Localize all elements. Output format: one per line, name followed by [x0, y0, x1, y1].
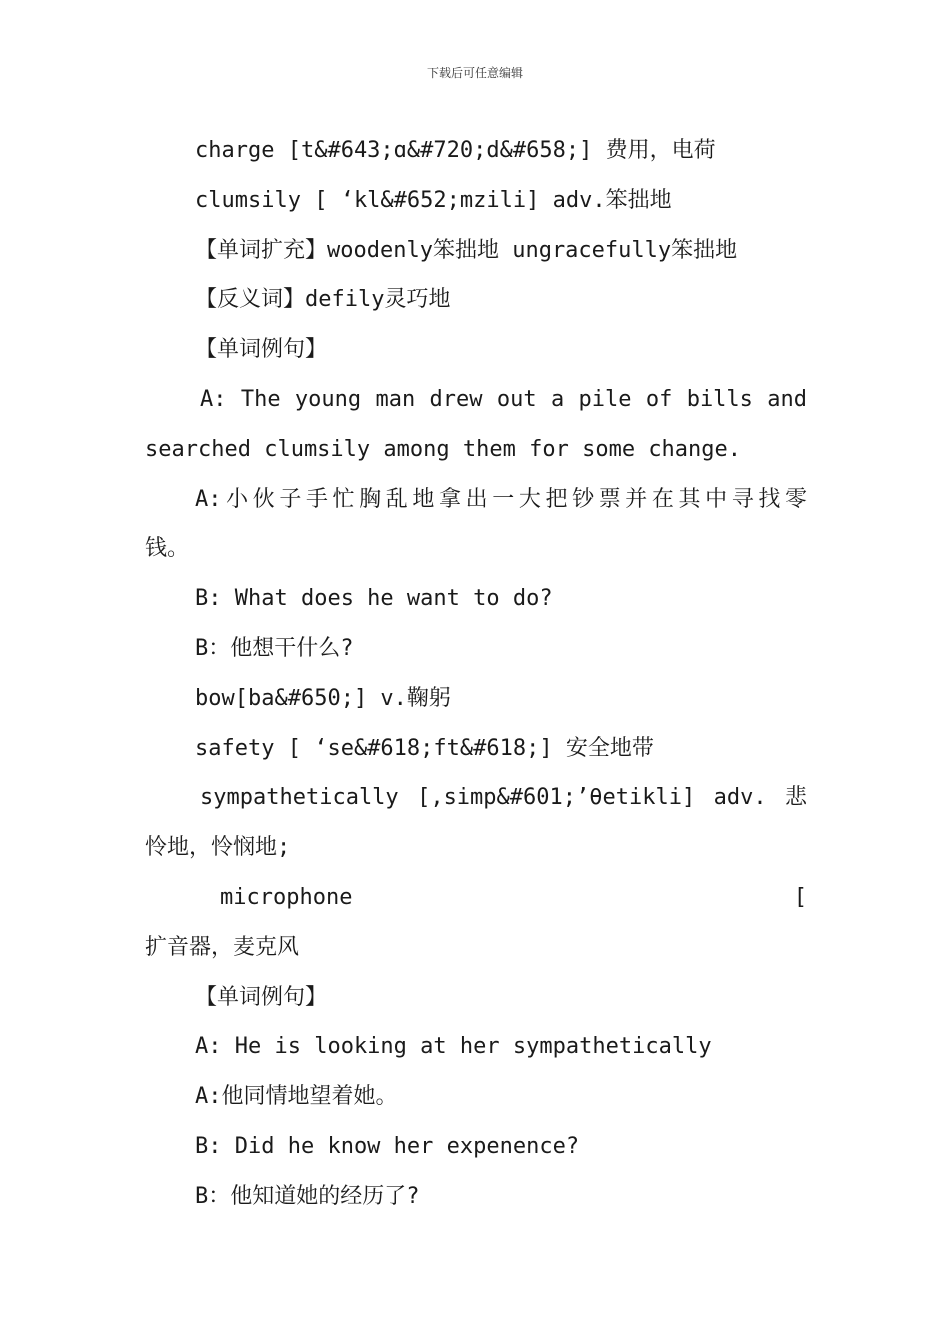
vocab-bow: bow[ba&#650;] v.鞠躬	[195, 685, 451, 711]
example2-b-en: B: Did he know her expenence?	[195, 1133, 580, 1159]
example2-a-zh: A:他同情地望着她。	[195, 1084, 398, 1110]
vocab-charge: charge [t&#643;ɑ&#720;d&#658;] 费用，电荷	[195, 138, 716, 163]
word-expansion: 【单词扩充】woodenly笨拙地 ungracefully笨拙地	[195, 237, 738, 263]
example-heading-2: 【单词例句】	[195, 984, 328, 1010]
example-b-zh: B：他想干什么?	[195, 635, 354, 661]
vocab-sympathetically: sympathetically [,simp&#601;’θetikli] adv. 悲	[200, 785, 807, 811]
example-a-en-2: searched clumsily among them for some change.	[145, 436, 742, 462]
example-b-en: B: What does he want to do?	[195, 586, 553, 612]
example-a-en-1: A: The young man drew out a pile of bills and	[200, 386, 807, 412]
vocab-microphone: microphone [	[220, 884, 807, 910]
vocab-sympathetically-cont: 怜地，怜悯地;	[145, 835, 291, 861]
page-header-note: 下载后可任意编辑	[426, 66, 523, 80]
vocab-safety: safety [ ‘se&#618;ft&#618;] 安全地带	[195, 735, 654, 761]
example2-a-en: A: He is looking at her sympathetically	[195, 1034, 712, 1060]
example-a-zh-2: 钱。	[145, 536, 190, 562]
example-a-zh-1: A:小伙子手忙胸乱地拿出一大把钞票并在其中寻找零	[195, 486, 807, 512]
example2-b-zh: B：他知道她的经历了?	[195, 1183, 420, 1209]
example-heading: 【单词例句】	[195, 337, 328, 363]
antonym: 【反义词】defily灵巧地	[195, 287, 451, 313]
document-body	[145, 126, 807, 1222]
vocab-microphone-cont: 扩音器，麦克风	[145, 934, 300, 960]
vocab-clumsily: clumsily [ ‘kl&#652;mzili] adv.笨拙地	[195, 187, 672, 213]
